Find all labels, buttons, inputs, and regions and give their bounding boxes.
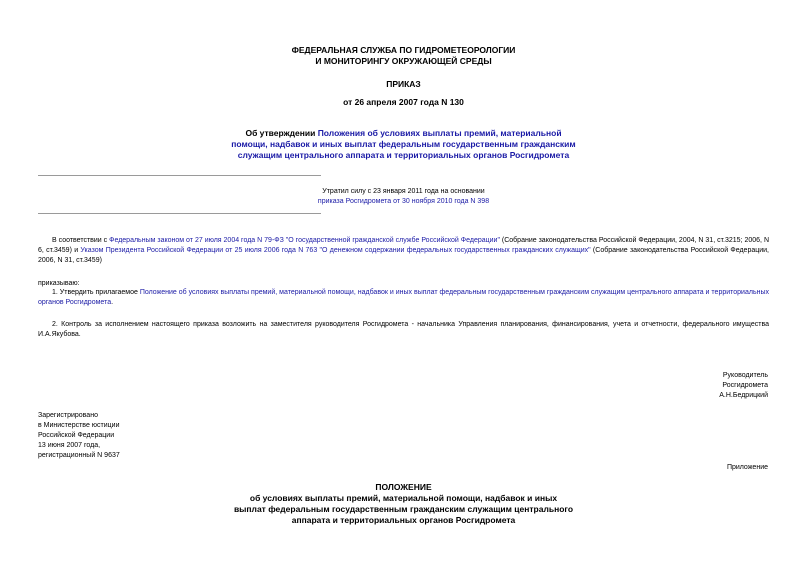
preamble-text-2: (Собрание законодательства Российской Федерации, 2004, N 31, ст.3215; 2006, N 6, ст.3459) и bbox=[38, 237, 769, 254]
status-line: Утратил силу с 23 января 2011 года на основании bbox=[322, 188, 485, 195]
status-note bbox=[0, 187, 807, 207]
appendix-line-1: об условиях выплаты премий, материальной помощи, надбавок и иных bbox=[249, 493, 558, 503]
item-2-text: 2. Контроль за исполнением настоящего приказа возложить на заместителя руководителя Росгидромета - начальника Управления планирования, финансирования, учета и отчетности, федерального имущества И.А.Якубова. bbox=[38, 321, 769, 338]
presidential-decree-link[interactable]: Указом Президента Российской Федерации от 25 июля 2006 года N 763 "О денежном содержании федеральных государственных гражданских служащих" bbox=[80, 247, 591, 254]
divider-bottom bbox=[38, 213, 321, 214]
registration-line-1: Зарегистрировано bbox=[38, 412, 98, 419]
doc-title bbox=[0, 128, 807, 161]
registration-line-5: регистрационный N 9637 bbox=[38, 452, 120, 459]
registration-line-3: Российской Федерации bbox=[38, 432, 115, 439]
order-word: приказываю: bbox=[38, 280, 80, 287]
preamble-text-3: (Собрание законодательства Российской Федерации, 2006, N 31, ст.3459) bbox=[38, 247, 770, 264]
registration-block bbox=[38, 411, 120, 461]
agency-header bbox=[0, 45, 807, 67]
title-link-3[interactable]: служащим центрального аппарата и территориальных органов Росгидромета bbox=[237, 150, 570, 160]
doc-date: от 26 апреля 2007 года N 130 bbox=[343, 97, 464, 107]
appendix-title-block bbox=[0, 482, 807, 526]
doc-type: ПРИКАЗ bbox=[386, 79, 421, 89]
title-link-2[interactable]: помощи, надбавок и иных выплат федеральным государственным гражданским bbox=[231, 139, 576, 149]
appendix-line-3: аппарата и территориальных органов Росгидромета bbox=[291, 515, 516, 525]
agency-line-1: ФЕДЕРАЛЬНАЯ СЛУЖБА ПО ГИДРОМЕТЕОРОЛОГИИ bbox=[291, 45, 516, 55]
signature-name: А.Н.Бедрицкий bbox=[719, 392, 768, 399]
item-1-paragraph bbox=[38, 288, 769, 308]
registration-line-4: 13 июня 2007 года, bbox=[38, 442, 101, 449]
title-link-1[interactable]: Положения об условиях выплаты премий, материальной bbox=[317, 128, 562, 138]
appendix-label: Приложение bbox=[726, 464, 768, 471]
item-1-text: 1. Утвердить прилагаемое bbox=[52, 289, 140, 296]
registration-line-2: в Министерстве юстиции bbox=[38, 422, 120, 429]
agency-line-2: И МОНИТОРИНГУ ОКРУЖАЮЩЕЙ СРЕДЫ bbox=[315, 56, 492, 66]
preamble-paragraph bbox=[38, 236, 769, 266]
preamble-text-1: В соответствии с bbox=[52, 237, 110, 244]
status-link[interactable]: приказа Росгидромета от 30 ноября 2010 года N 398 bbox=[317, 198, 490, 205]
signature-block bbox=[719, 371, 768, 401]
appendix-line-2: выплат федеральным государственным гражданским служащим центрального bbox=[233, 504, 574, 514]
divider-top bbox=[38, 175, 321, 176]
signature-title: Руководитель bbox=[722, 372, 768, 379]
item-1-end: . bbox=[111, 299, 114, 306]
federal-law-link[interactable]: Федеральным законом от 27 июля 2004 года N 79-ФЗ "О государственной гражданской службе Российской Федерации" bbox=[109, 237, 500, 244]
title-prefix: Об утверждении bbox=[245, 128, 318, 138]
appendix-title: ПОЛОЖЕНИЕ bbox=[375, 482, 432, 492]
regulation-link[interactable]: Положение об условиях выплаты премий, материальной помощи, надбавок и иных выплат федеральным государственным гражданским служащим центрального аппарата и территориальных органов Росгидромета bbox=[38, 289, 769, 306]
signature-org: Росгидромета bbox=[722, 382, 768, 389]
item-2-paragraph bbox=[38, 320, 769, 340]
